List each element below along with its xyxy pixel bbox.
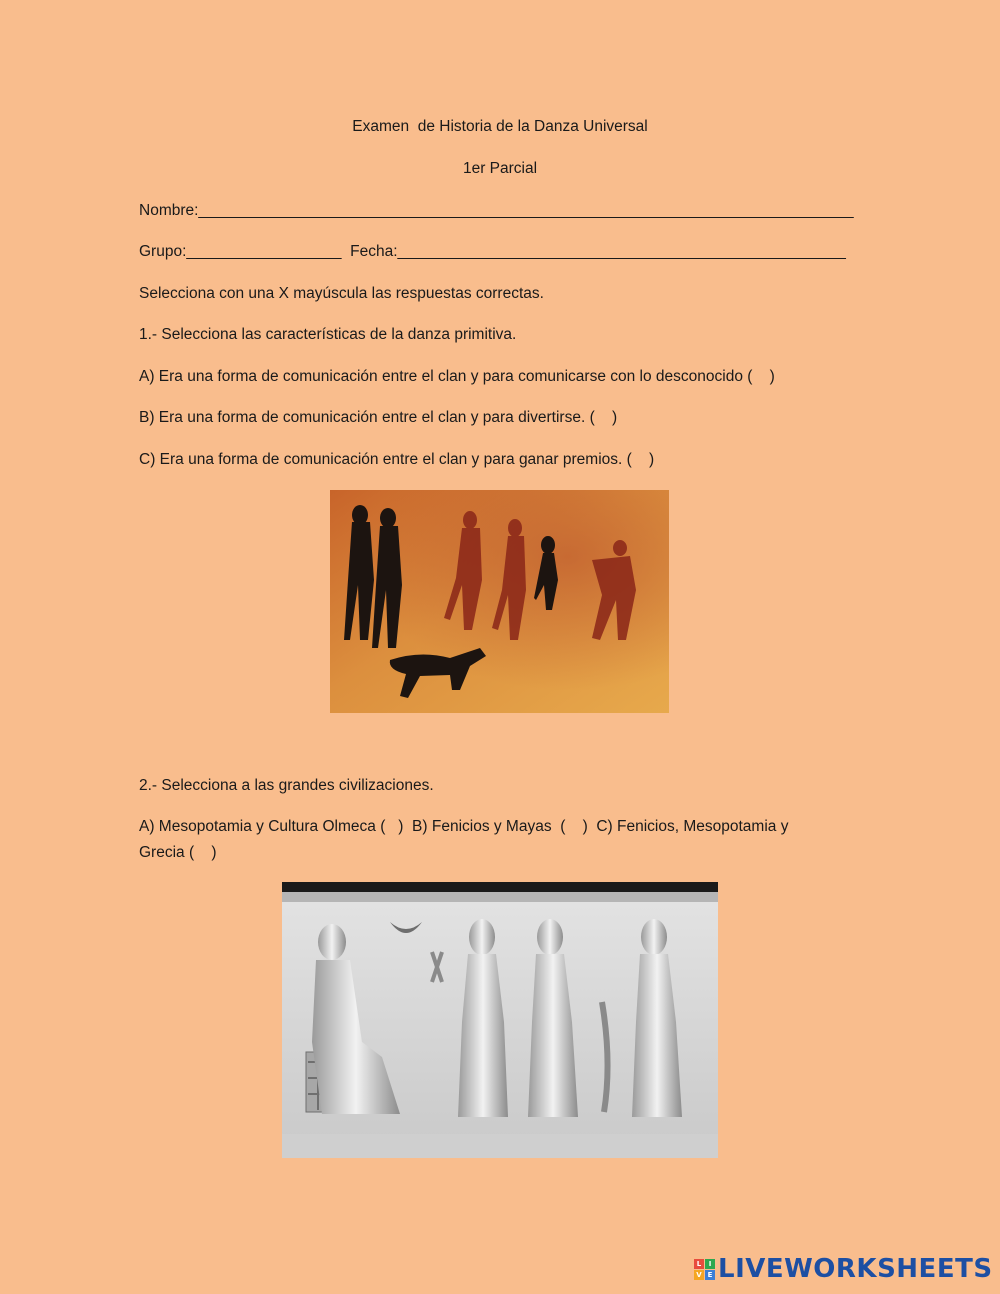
cave-painting-image xyxy=(330,490,669,713)
question-1-option-a[interactable]: A) Era una forma de comunicación entre el clan y para comunicarse con lo desconocido ( ) xyxy=(139,368,775,385)
logo-badge-icon xyxy=(694,1259,715,1280)
question-2-prompt: 2.- Selecciona a las grandes civilizaciones. xyxy=(139,777,434,794)
group-date-field[interactable]: Grupo:__________________ Fecha:____________________________________________________ xyxy=(139,243,846,260)
exam-title: Examen de Historia de la Danza Universal xyxy=(352,118,648,135)
logo-badge-letter: L xyxy=(694,1259,704,1269)
logo-text: LIVEWORKSHEETS xyxy=(718,1254,993,1284)
question-2-options-line-2[interactable]: Grecia ( ) xyxy=(139,844,217,861)
question-1-prompt: 1.- Selecciona las características de la danza primitiva. xyxy=(139,326,517,343)
cylinder-seal-image xyxy=(282,882,718,1158)
logo-badge-letter: V xyxy=(694,1270,704,1280)
logo-badge-letter: I xyxy=(705,1259,715,1269)
instructions: Selecciona con una X mayúscula las respuestas correctas. xyxy=(139,285,544,302)
question-1-option-c[interactable]: C) Era una forma de comunicación entre el clan y para ganar premios. ( ) xyxy=(139,451,655,468)
liveworksheets-logo xyxy=(694,1254,993,1284)
name-field[interactable]: Nombre:____________________________________________________________________________ xyxy=(139,202,854,219)
exam-subtitle: 1er Parcial xyxy=(462,160,538,177)
question-2-options-line-1[interactable]: A) Mesopotamia y Cultura Olmeca ( ) B) Fenicios y Mayas ( ) C) Fenicios, Mesopotamia y xyxy=(139,818,789,835)
logo-badge-letter: E xyxy=(705,1270,715,1280)
question-1-option-b[interactable]: B) Era una forma de comunicación entre el clan y para divertirse. ( ) xyxy=(139,409,618,426)
